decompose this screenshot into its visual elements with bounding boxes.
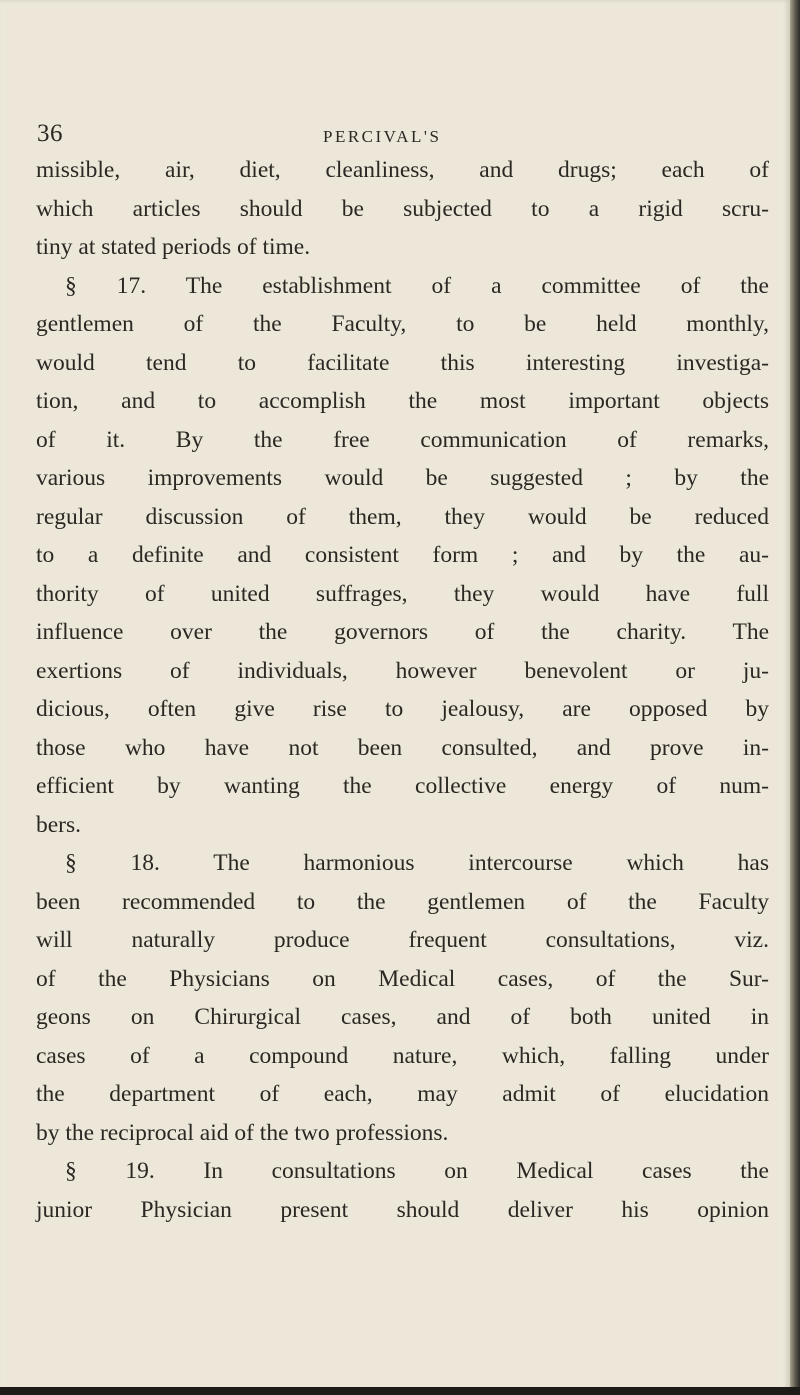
text-line: the department of each, may admit of elucidation (36, 1081, 769, 1107)
text-line: by the reciprocal aid of the two professions. (36, 1119, 449, 1146)
text-line: various improvements would be suggested ; by the (36, 465, 769, 491)
page-header (0, 110, 790, 150)
text-line: tiny at stated periods of time. (36, 234, 311, 260)
text-line: bers. (36, 811, 82, 838)
text-line: of it. By the free communication of remarks, (36, 426, 769, 453)
text-line: will naturally produce frequent consultations, viz. (36, 927, 769, 953)
body-text (36, 151, 769, 1229)
text-line: would tend to facilitate this interesting investiga- (36, 349, 769, 376)
text-line: efficient by wanting the collective energy of num- (36, 773, 769, 799)
page-number: 36 (37, 120, 63, 147)
page-edge-shadow (790, 0, 800, 1395)
page-bottom-edge (0, 1387, 800, 1395)
text-line: gentlemen of the Faculty, to be held monthly, (36, 311, 769, 337)
text-line: missible, air, diet, cleanliness, and drugs; each of (36, 157, 769, 183)
running-head: PERCIVAL'S (323, 127, 442, 146)
section-18-start: § 18. The harmonious intercourse which has (65, 850, 769, 876)
text-line: to a definite and consistent form ; and by the au- (36, 542, 769, 568)
text-line: of the Physicians on Medical cases, of the Sur- (36, 965, 769, 992)
section-17-start: § 17. The establishment of a committee of the (65, 272, 769, 299)
text-line: tion, and to accomplish the most important objects (36, 388, 769, 414)
text-line: influence over the governors of the charity. The (36, 619, 769, 645)
text-line: thority of united suffrages, they would have full (36, 580, 769, 607)
text-line: those who have not been consulted, and prove in- (36, 734, 769, 761)
text-line: dicious, often give rise to jealousy, are opposed by (36, 696, 769, 722)
text-line: geons on Chirurgical cases, and of both united in (36, 1004, 769, 1030)
text-line: been recommended to the gentlemen of the Faculty (36, 888, 769, 915)
text-line: which articles should be subjected to a rigid scru- (36, 195, 769, 222)
text-line: cases of a compound nature, which, falling under (36, 1042, 769, 1069)
text-line: exertions of individuals, however benevolent or ju- (36, 657, 769, 684)
section-19-start: § 19. In consultations on Medical cases the (65, 1158, 769, 1184)
text-line: junior Physician present should deliver his opinion (36, 1196, 769, 1223)
text-line: regular discussion of them, they would be reduced (36, 503, 769, 530)
